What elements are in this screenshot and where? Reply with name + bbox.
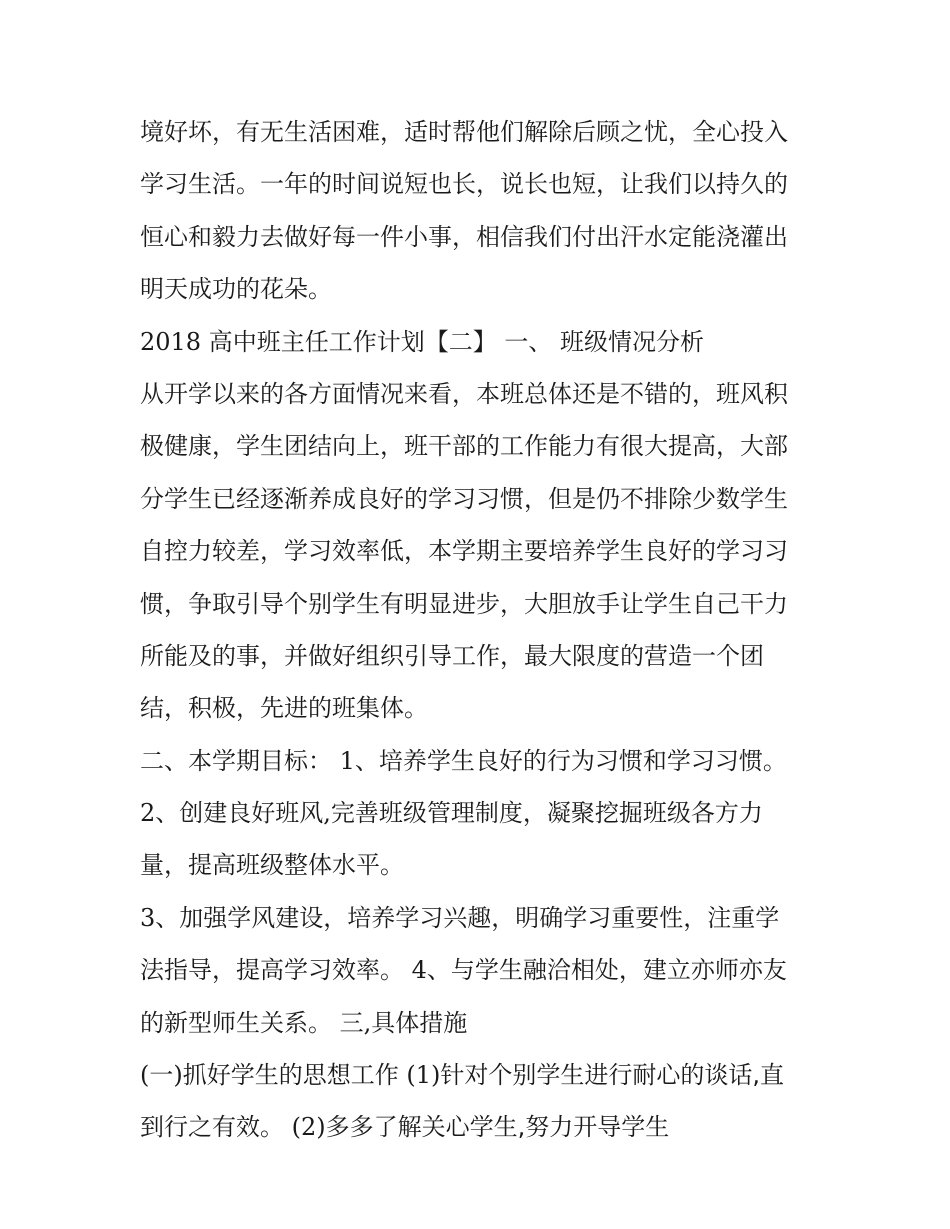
text-run: 惯，争取引导个别学生有明显进步，大胆放手让学生自己干力	[140, 589, 788, 618]
text-run: 极健康，学生团结向上，班干部的工作能力有很大提高，大部	[140, 432, 788, 461]
text-run: 针对个别学生进行耐心的谈话,直	[440, 1061, 785, 1090]
text-run: (1)	[406, 1061, 441, 1090]
text-run: 3、加强学风建设，培养学习兴趣，明确学习重要性，注重学	[140, 903, 780, 932]
text-line	[140, 682, 820, 734]
text-line	[140, 735, 820, 787]
text-line	[140, 368, 820, 420]
text-line	[140, 787, 820, 839]
text-line	[140, 944, 820, 996]
text-run: 所能及的事，并做好组织引导工作，最大限度的营造一个团	[140, 641, 764, 670]
section-heading	[140, 316, 820, 368]
text-run: (2)	[291, 1113, 326, 1142]
text-run: 明天成功的花朵。	[140, 275, 332, 304]
text-line	[140, 630, 820, 682]
text-run: 恒心和毅力去做好每一件小事，相信我们付出汗水定能浇灌出	[140, 222, 788, 251]
text-line	[140, 839, 820, 891]
text-run: 法指导，提高学习效率。	[140, 956, 404, 985]
text-line	[140, 106, 820, 158]
text-run: 具体措施	[371, 1008, 468, 1037]
text-run: 分学生已经逐渐养成良好的学习习惯，但是仍不排除少数学生	[140, 484, 788, 513]
text-line	[140, 525, 820, 577]
text-run: 1、培养学生良好的行为习惯和学习习惯。	[332, 746, 787, 775]
text-run: 学习生活。一年的时间说短也长，说长也短，让我们以持久的	[140, 170, 788, 199]
text-run: 多多了解关心学生,努力开导学生	[325, 1113, 670, 1142]
text-run: 自控力较差，学习效率低，本学期主要培养学生良好的学习习	[140, 537, 788, 566]
text-run: 2、创建良好班风,	[140, 799, 331, 828]
text-run: 量，提高班级整体水平。	[140, 851, 404, 880]
text-line	[140, 473, 820, 525]
text-run: 到行之有效。	[140, 1113, 292, 1142]
text-run: 抓好学生的思想工作	[182, 1061, 407, 1090]
text-line	[140, 211, 820, 263]
text-run: 的新型师生关系。 三,	[140, 1008, 372, 1037]
text-run: 结，积极，先进的班集体。	[140, 694, 428, 723]
text-line	[140, 263, 820, 315]
text-line	[140, 892, 820, 944]
text-line	[140, 578, 820, 630]
text-run: 从开学以来的各方面情况来看，本班总体还是不错的，班风积	[140, 379, 788, 408]
text-run: (一)	[140, 1061, 183, 1090]
text-line	[140, 158, 820, 210]
text-run: 二、本学期目标：	[140, 746, 332, 775]
text-line	[140, 1101, 820, 1153]
text-run: 4、与学生融洽相处，建立亦师亦友	[404, 956, 787, 985]
text-line	[140, 1049, 820, 1101]
text-line	[140, 420, 820, 472]
text-line	[140, 997, 820, 1049]
text-run: 境好坏，有无生活困难，适时帮他们解除后顾之忧，全心投入	[140, 118, 788, 146]
text-run: 2018 高中班主任工作计划【二】 一、 班级情况分析	[140, 327, 704, 356]
text-run: 完善班级管理制度，凝聚挖掘班级各方力	[330, 799, 763, 828]
document-body	[140, 106, 820, 1154]
